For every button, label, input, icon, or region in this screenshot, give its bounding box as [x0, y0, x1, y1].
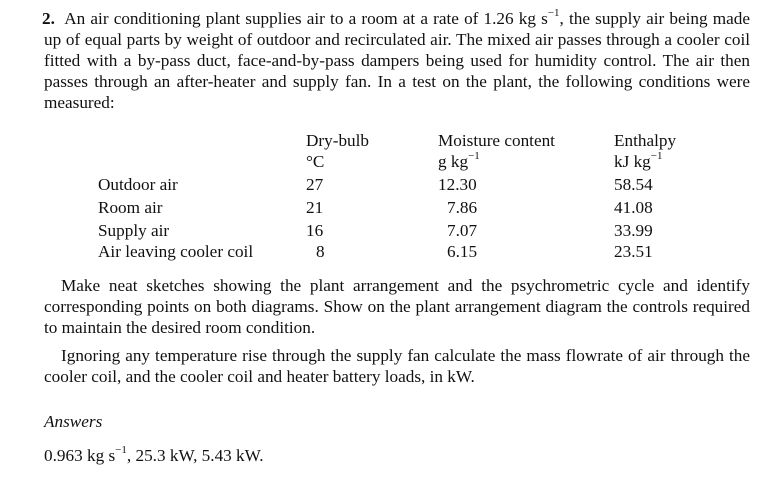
cell-enthalpy: 41.08 [614, 198, 653, 217]
question-intro [44, 8, 750, 113]
header-moisture: Moisture content [438, 131, 555, 150]
answers-values: 0.963 kg $s^{-1}$, 25.3 kW, 5.43 kW. [44, 444, 264, 465]
header-enthalpy-unit: kJ $kg^{-1}$ [614, 150, 663, 171]
answers-heading: Answers [44, 412, 103, 431]
header-enthalpy: Enthalpy [614, 131, 677, 150]
intro-text-1: An air conditioning plant supplies air to a room at a rate of 1.26 kg s [64, 9, 548, 28]
row-label-supply: Supply air [98, 221, 170, 240]
cell-dry-bulb: 8 [316, 242, 325, 261]
cell-moisture: 7.86 [447, 198, 478, 217]
cell-moisture: 7.07 [447, 221, 478, 240]
row-label-room: Room air [98, 198, 163, 217]
row-label-cooler: Air leaving cooler coil [98, 242, 254, 261]
cell-dry-bulb: 21 [306, 198, 324, 217]
cell-enthalpy: 58.54 [614, 175, 653, 194]
instructions-paragraph: Make neat sketches showing the plant arrangement and the psychrometric cycle and identify corresponding points on both diagrams. Show on the plant arrangement diagram the controls required to maintain the desired room condition. [44, 276, 750, 337]
cell-enthalpy: 33.99 [614, 221, 653, 240]
cell-dry-bulb: 16 [306, 221, 324, 240]
intro-exponent: −1 [547, 7, 560, 20]
question-number: 2. [42, 9, 55, 28]
cell-enthalpy: 23.51 [614, 242, 653, 261]
cell-moisture: 12.30 [438, 175, 477, 194]
intro-text-2: , the supply air being made up of equal parts by weight of outdoor and recirculated air. The mixed air passes through a cooler coil fitted with a by-pass duct, face-and-by-pass dampers being used for humidity control. The air then passes through an after-heater and supply fan. In a test on the plant, the following conditions were measured: [44, 9, 750, 112]
header-dry-bulb-unit: °C [306, 152, 325, 171]
calculation-paragraph: Ignoring any temperature rise through the supply fan calculate the mass flowrate of air through the cooler coil, and the cooler coil and heater battery loads, in kW. [44, 346, 750, 386]
row-label-outdoor: Outdoor air [98, 175, 178, 194]
header-moisture-unit: g $kg^{-1}$ [438, 150, 480, 171]
header-dry-bulb: Dry-bulb [306, 131, 370, 150]
cell-dry-bulb: 27 [306, 175, 324, 194]
cell-moisture: 6.15 [447, 242, 478, 261]
